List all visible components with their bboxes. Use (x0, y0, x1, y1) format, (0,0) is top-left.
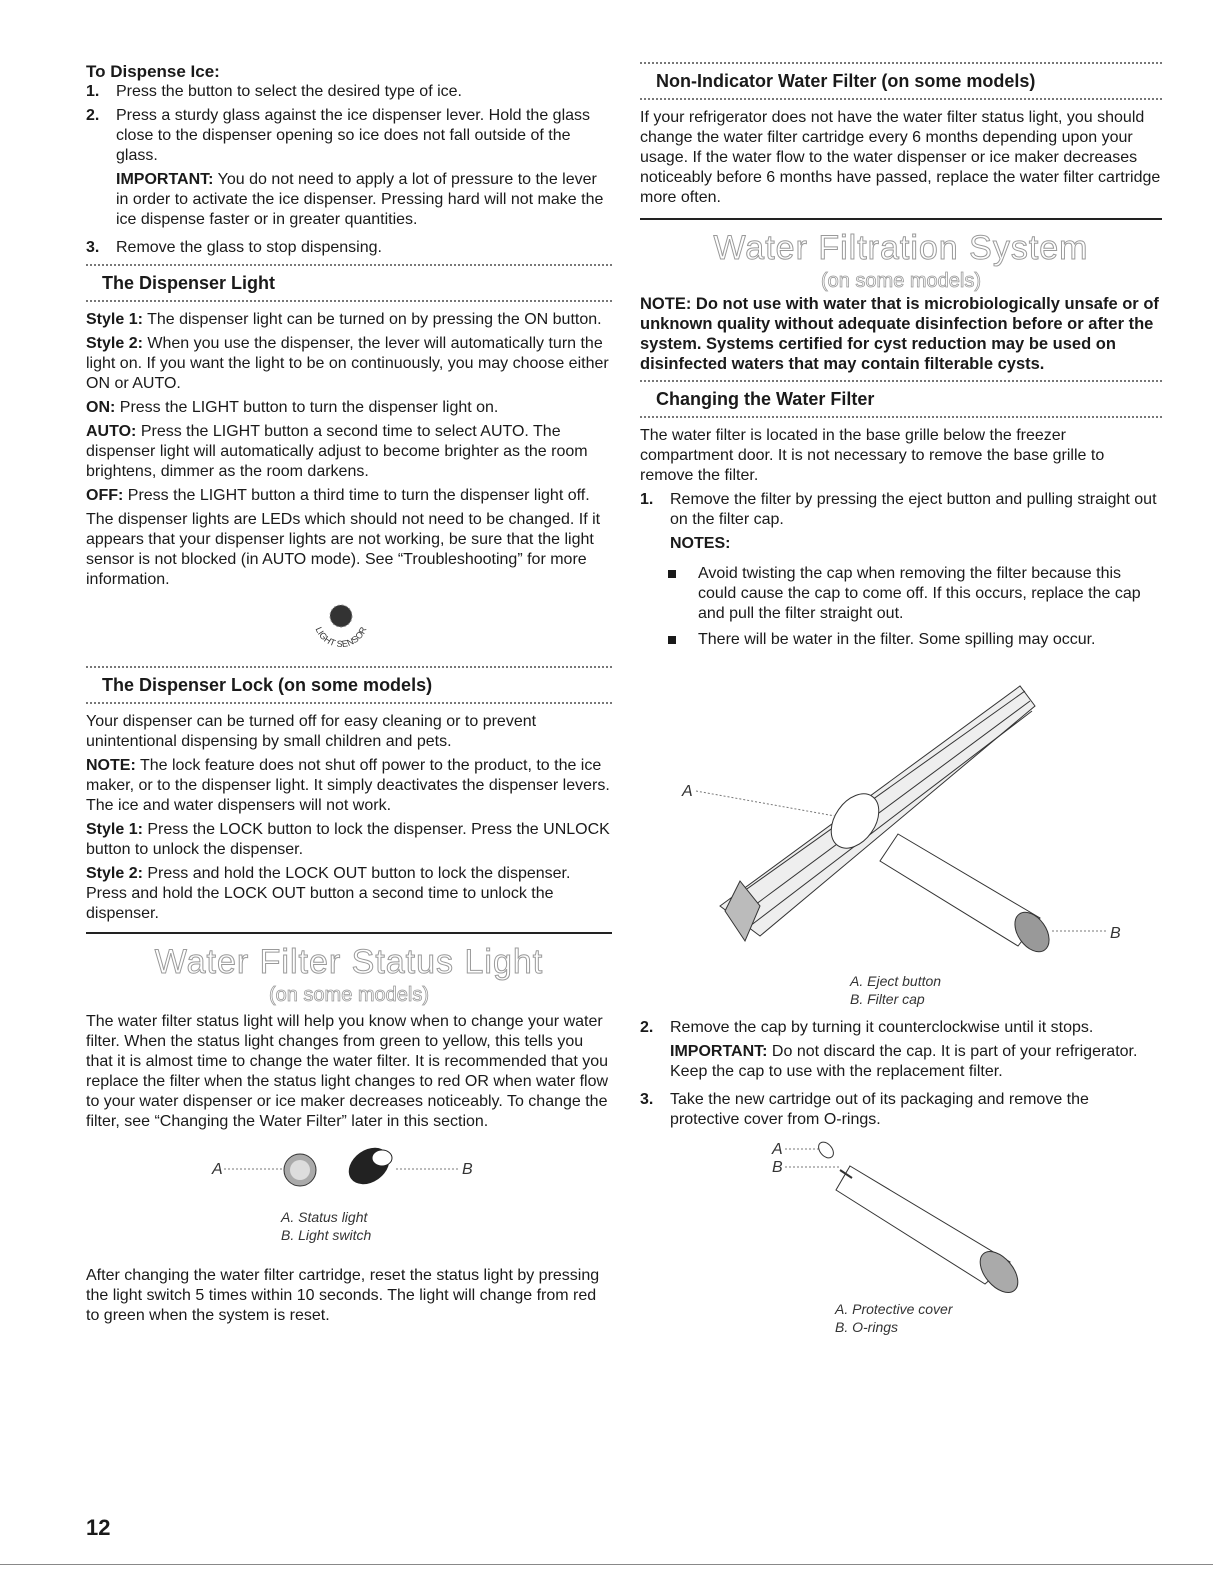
dispenser-lock-heading: The Dispenser Lock (on some models) (102, 675, 433, 695)
section-header (640, 380, 1162, 418)
figure-label-a: A (772, 1141, 783, 1158)
notes-label: NOTES: (670, 535, 731, 552)
figure-label-a: A (212, 1161, 223, 1178)
non-indicator-text: If your refrigerator does not have the water filter status light, you should change the water filter cartridge every 6 months depending upon your usage. If the water flow to the water dispenser or ice maker decreases noticeably before 6 months have passed, replace the water filter cartridge more often. (640, 109, 1161, 206)
list-item: Avoid twisting the cap when removing the filter because this could cause the cap to come off. If this occurs, replace the cap and pull the filter straight out. (668, 564, 1162, 624)
list-item: There will be water in the filter. Some spilling may occur. (668, 630, 1162, 650)
list-item: 1. Press the button to select the desired type of ice. (86, 82, 612, 102)
important-note: IMPORTANT: You do not need to apply a lot of pressure to the lever in order to activate the ice dispenser. Pressing hard will not make the ice dispense faster or in greater quantities. (116, 171, 604, 228)
dispense-ice-heading: To Dispense Ice: (86, 62, 220, 81)
important-note: IMPORTANT: Do not discard the cap. It is part of your refrigerator. Keep the cap to use with the replacement filter. (670, 1043, 1138, 1080)
bullet-icon (668, 564, 698, 624)
light-switch-icon (342, 1140, 396, 1191)
list-item: 3. Take the new cartridge out of its packaging and remove the protective cover from O-rings. (640, 1091, 1089, 1128)
section-header (86, 264, 612, 302)
led-paragraph: The dispenser lights are LEDs which should not need to be changed. If it appears that your dispenser lights are not working, be sure that the light sensor is not blocked (in AUTO mode). See “Troubleshooting” for more information. (86, 511, 601, 588)
figure2-captions: A. Protective cover B. O-rings (835, 1301, 953, 1335)
light-sensor-graphic (86, 594, 612, 662)
status-light-captions: A. Status light B. Light switch (281, 1209, 372, 1243)
figure-label-b: B (772, 1159, 783, 1176)
step-text: Press the button to select the desired type of ice. (116, 83, 462, 100)
list-item: 2. Remove the cap by turning it counterclockwise until it stops. IMPORTANT: Do not discard the cap. It is part of your refrigerator. Keep the cap to use with the replacement filter. (640, 1018, 1162, 1086)
dispenser-light-section: Style 1: The dispenser light can be turned on by pressing the ON button. Style 2: When you use the dispenser, the lever will automatically turn the light on. If you want the light to be on continuously, you may choose either ON or AUTO. ON: Press the LIGHT button to turn the dispenser light on. AUTO: Press the LIGHT button a second time to select AUTO. The dispenser light will automatically adjust to become brighter as the room brightens, dimmer as the room darkens. OFF: Press the LIGHT button a third time to turn the dispenser light off. The dispenser lights are LEDs which should not need to be changed. If it appears that your dispenser lights are not working, be sure that the light sensor is not blocked (in AUTO mode). See “Troubleshooting” for more information. LIGHT SENSOR (86, 310, 612, 662)
status-light-section: Water Filter Status Light (on some models) The water filter status light will help you know when to change your water filter. When the status light changes from green to yellow, this tells you that it is almost time to change the water filter. It is recommended that you replace the filter when the status light changes to red OR when water flow to your water dispenser or ice maker decreases noticeably. To change the filter, see “Changing the Water Filter” later in this section. A B A. Status light B. Light switch After changing the water filter cartridge, reset the status light by pressing the light switch 5 times within 10 seconds. The light will change from red to green when the system is reset. (86, 934, 612, 1326)
section-header (640, 62, 1162, 100)
status-light-title: Water Filter Status Light (154, 943, 544, 981)
dispenser-light-heading: The Dispenser Light (102, 273, 276, 293)
list-item: 2. Press a sturdy glass against the ice dispenser lever. Hold the glass close to the dispenser opening so ice does not fall outside of the glass. IMPORTANT: You do not need to apply a lot of pressure to the lever in order to activate the ice dispenser. Pressing hard will not make the ice dispense faster or in greater quantities. (86, 106, 612, 234)
bullet-icon (668, 630, 698, 650)
right-column (640, 62, 1162, 1336)
filtration-note: NOTE: Do not use with water that is microbiologically unsafe or of unknown quality without adequate disinfection before or after the system. Systems certified for cyst reduction may be used on disinfected waters that may contain filterable cysts. (640, 295, 1159, 373)
sensor-label: LIGHT SENSOR (313, 625, 369, 650)
figure-label-b: B (462, 1161, 473, 1178)
changing-section: The water filter is located in the base grille below the freezer compartment door. It is not necessary to remove the base grille to remove the filter. 1. Remove the filter by pressing the eject button and pulling straight out on the filter cap. NOTES: Avoid twisting the cap when removing the filter because this could cause the cap to come off. If this occurs, replace the cap and pull the filter straight out. There will be water in the filter. Some spilling may occur. A B A. Eject button B. Filter cap 2. Remove the cap by turning it counterclockwise until it stops. IMPORTANT: Do not discard the cap. It is part of your refrigerator. Keep the cap to use with the replacement filter. 3. Take the new cartridge out of its packaging and remove the protective cover from O-rings. A B A. Protective cover B. O-rings (640, 426, 1162, 1336)
filtration-title: Water Filtration System (713, 229, 1089, 267)
page-number: 12 (86, 1515, 111, 1540)
dispenser-lock-section: Your dispenser can be turned off for easy cleaning or to prevent unintentional dispensing by small children and pets. NOTE: The lock feature does not shut off power to the product, to the ice maker, or to the dispenser light. It simply deactivates the dispenser levers. The ice and water dispensers will not work. Style 1: Press the LOCK button to lock the dispenser. Press the UNLOCK button to unlock the dispenser. Style 2: Press and hold the LOCK OUT button to lock the dispenser. Press and hold the LOCK OUT button a second time to unlock the dispenser. (86, 713, 610, 922)
protective-cover-icon (816, 1139, 837, 1161)
changing-heading: Changing the Water Filter (656, 389, 875, 409)
status-light-figure (86, 1136, 612, 1202)
step-text: Press a sturdy glass against the ice dispenser lever. Hold the glass close to the dispenser opening so ice does not fall outside of the glass. (116, 107, 591, 164)
light-sensor-icon (86, 594, 612, 662)
step-text: Remove the glass to stop dispensing. (116, 239, 382, 256)
page-bottom-rule (0, 1564, 1213, 1565)
filtration-section (640, 220, 1162, 374)
figure-label-b: B (1110, 925, 1121, 942)
filter-removal-figure (640, 656, 1162, 966)
new-cartridge-figure (640, 1134, 1162, 1294)
filtration-subtitle: (on some models) (820, 270, 982, 292)
figure-label-a: A (682, 783, 693, 800)
left-column (86, 62, 612, 1330)
list-item: 1. Remove the filter by pressing the eject button and pulling straight out on the filter cap. NOTES: (640, 490, 1162, 558)
list-item: 3. Remove the glass to stop dispensing. (86, 238, 612, 258)
figure1-captions: A. Eject button B. Filter cap (850, 973, 942, 1007)
status-light-subtitle: (on some models) (268, 984, 430, 1006)
section-header (86, 666, 612, 704)
dispense-ice-section (86, 62, 612, 258)
non-indicator-heading: Non-Indicator Water Filter (on some models) (656, 71, 1036, 91)
